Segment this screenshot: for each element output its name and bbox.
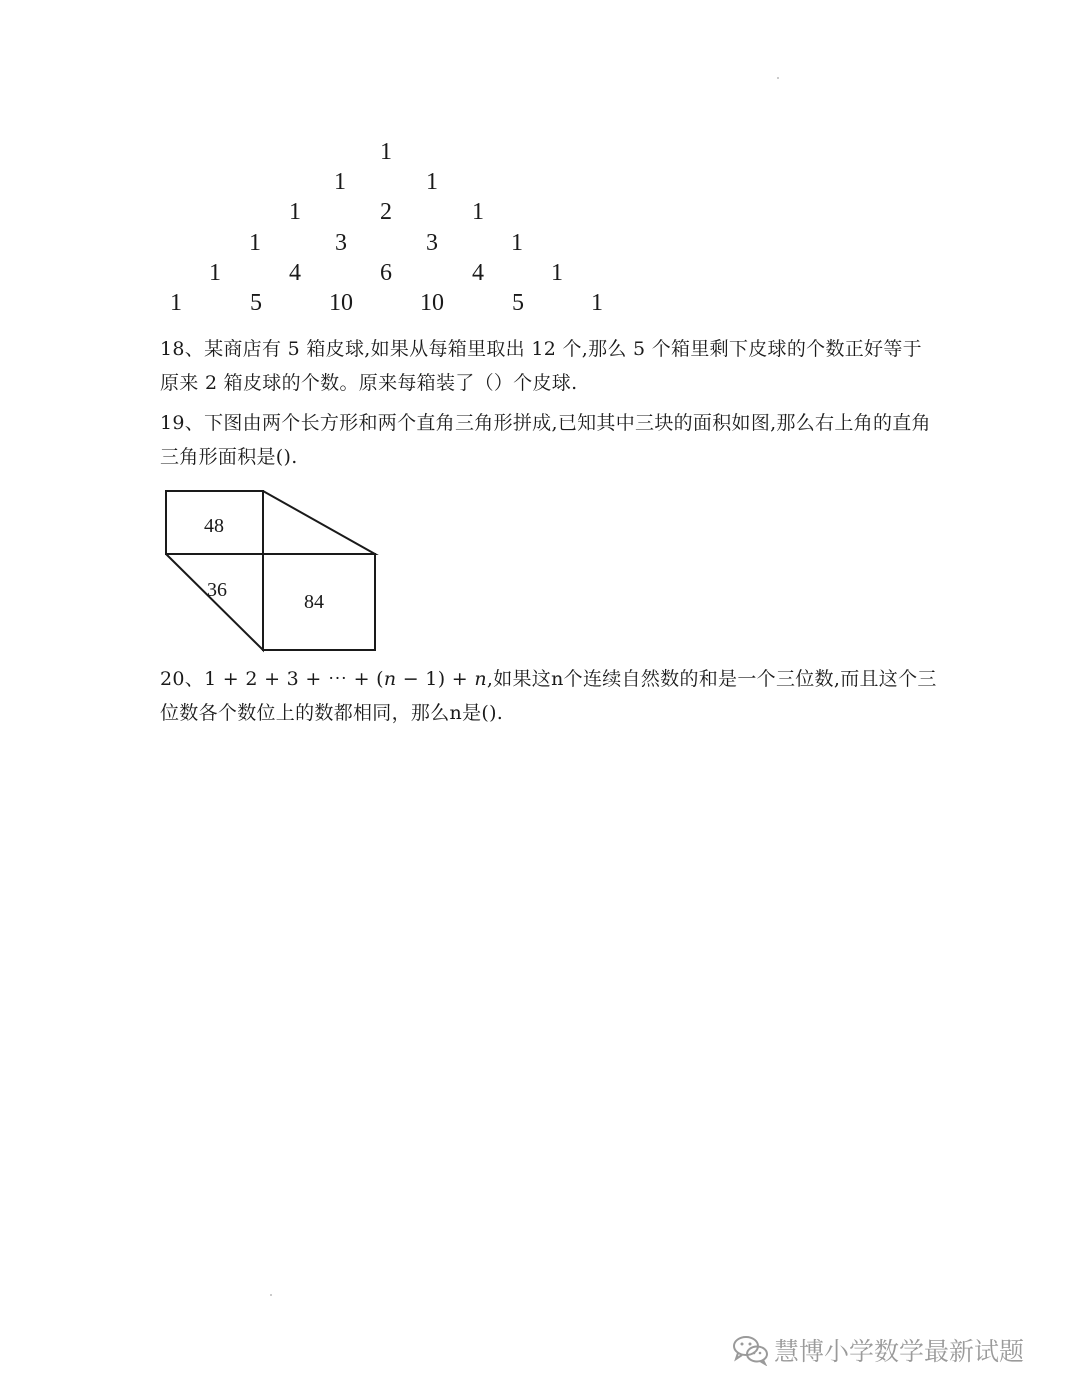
triangle-number: 1	[289, 199, 301, 225]
triangle-number: 2	[380, 199, 392, 225]
math-part: − 1) +	[396, 668, 475, 690]
question-20-prefix: 20、	[160, 668, 205, 690]
question-18	[160, 332, 940, 400]
watermark	[732, 1330, 1024, 1370]
triangle-number: 10	[329, 290, 353, 316]
triangle-number: 5	[512, 290, 524, 316]
math-variable-n: n	[474, 668, 487, 690]
question-20-text: ,如果这	[486, 668, 552, 690]
math-variable-n: n	[551, 668, 564, 690]
geometry-figure	[160, 486, 382, 656]
triangle-number: 1	[209, 260, 221, 286]
label-84: 84	[304, 591, 324, 613]
math-expression	[204, 668, 487, 690]
bottom-left-triangle	[166, 554, 263, 650]
triangle-number: 1	[170, 290, 182, 316]
label-48: 48	[204, 515, 224, 537]
number-triangle	[0, 0, 1080, 330]
triangle-number: 4	[289, 260, 301, 286]
triangle-number: 1	[591, 290, 603, 316]
math-variable-n: n	[383, 668, 397, 690]
question-19-text: 19、下图由两个长方形和两个直角三角形拼成,已知其中三块的面积如图,那么右上角的直角三角形面积是().	[160, 412, 931, 468]
question-20	[160, 662, 940, 730]
question-18-text: 18、某商店有 5 箱皮球,如果从每箱里取出 12 个,那么 5 个箱里剩下皮球的个数正好等于原来 2 箱皮球的个数。原来每箱装了（）个皮球.	[160, 338, 922, 394]
label-36: 36	[207, 579, 227, 601]
scan-speck	[270, 1294, 272, 1296]
triangle-number: 10	[420, 290, 444, 316]
geometry-figure-svg	[160, 486, 382, 656]
top-right-triangle	[263, 491, 375, 554]
scan-speck	[777, 77, 779, 79]
watermark-text: 慧博小学数学最新试题	[774, 1337, 1025, 1366]
question-19	[160, 406, 940, 474]
triangle-number: 4	[472, 260, 484, 286]
triangle-number: 1	[511, 230, 523, 256]
triangle-number: 1	[472, 199, 484, 225]
triangle-number: 1	[380, 139, 392, 165]
triangle-number: 1	[426, 169, 438, 195]
triangle-number: 1	[334, 169, 346, 195]
triangle-number: 3	[335, 230, 347, 256]
triangle-number: 3	[426, 230, 438, 256]
triangle-number: 1	[551, 260, 563, 286]
triangle-number: 1	[249, 230, 261, 256]
triangle-number: 6	[380, 260, 392, 286]
wechat-icon	[732, 1334, 770, 1366]
triangle-number: 5	[250, 290, 262, 316]
math-part: 1 + 2 + 3 + ⋯ + (	[204, 668, 384, 690]
math-variable-n: n	[449, 702, 463, 724]
question-20-text: 个连续自然数的和是一个三位数,而且这个三位数各个数位上的数都相同，那么	[160, 668, 937, 724]
question-20-text: 是().	[462, 702, 504, 724]
